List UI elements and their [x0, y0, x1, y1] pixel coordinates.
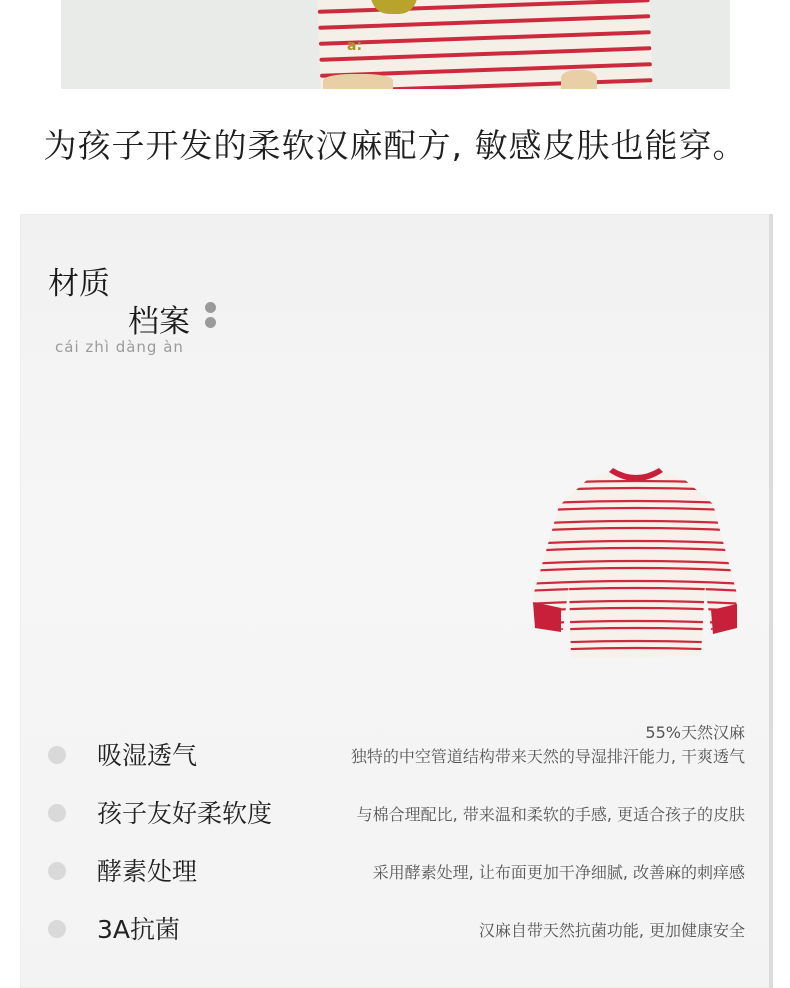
feature-desc: 与棉合理配比, 带来温和柔软的手感, 更适合孩子的皮肤 [356, 805, 745, 824]
feature-item [20, 850, 772, 890]
feature-title: 3A抗菌 [97, 915, 181, 944]
section-title-line2: 档案 [128, 304, 190, 340]
feature-desc: 汉麻自带天然抗菌功能, 更加健康安全 [478, 921, 745, 940]
material-composition: 55%天然汉麻 [645, 723, 745, 742]
feature-item [20, 792, 772, 832]
colon-dots-icon [205, 302, 217, 330]
bullet-dot-icon [48, 804, 66, 822]
bullet-dot-icon [48, 920, 66, 938]
striped-long-sleeve-tee-image [525, 464, 747, 664]
feature-item [20, 908, 772, 948]
hair-detail [561, 70, 597, 89]
product-photo-top [61, 0, 730, 89]
bullet-dot-icon [48, 746, 66, 764]
hair-detail [323, 74, 393, 89]
feature-title: 孩子友好柔软度 [97, 799, 273, 828]
feature-title: 吸湿透气 [97, 741, 198, 770]
section-pinyin: cái zhì dàng àn [55, 338, 184, 356]
feature-title: 酵素处理 [97, 857, 198, 886]
brand-logo-mark: a: [347, 38, 363, 54]
product-tagline: 为孩子开发的柔软汉麻配方, 敏感皮肤也能穿。 [43, 126, 747, 165]
material-profile-card [20, 214, 772, 988]
feature-desc: 独特的中空管道结构带来天然的导湿排汗能力, 干爽透气 [350, 747, 745, 766]
feature-item [20, 734, 772, 774]
section-title-line1: 材质 [48, 266, 110, 302]
feature-desc: 采用酵素处理, 让布面更加干净细腻, 改善麻的刺痒感 [372, 863, 745, 882]
bullet-dot-icon [48, 862, 66, 880]
